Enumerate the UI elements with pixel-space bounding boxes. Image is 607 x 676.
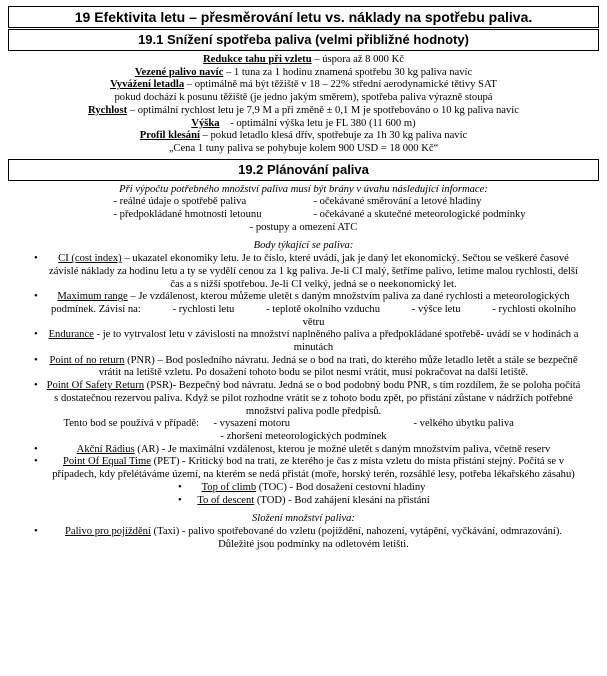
- item-term: Point Of Safety Return: [46, 380, 145, 392]
- item-text: (AR) - Je maximální vzdálenost, kterou je možné uletět s daným množstvím paliva, včetně reserv: [134, 443, 551, 455]
- item-text: (PSR)- Bezpečný bod návratu. Jedná se o bod podobný bodu PNR, s tím rozdílem, že se poloha počítá s dostatečnou rezervou paliva. Když se pilot rozhodne vrátit se z tohoto bodu zpět, po přistání zůstane v nádržích potřebné množství paliva podle předpisů.: [54, 380, 581, 417]
- item-term: Point of no return: [49, 354, 125, 366]
- psr-case: - velkého úbytku paliva: [413, 418, 514, 430]
- section-19-2-body: [8, 184, 599, 552]
- fuel-points-list: [8, 253, 599, 418]
- bullet-icon: •: [178, 481, 182, 493]
- item-term: Endurance: [48, 329, 94, 341]
- item-term: Maximum range: [57, 291, 128, 303]
- item-term: Akční Rádius: [76, 443, 135, 455]
- bullet-icon: •: [34, 354, 38, 366]
- fuel-saving-text: pokud dochází k posunu těžiště (je jedno jakým směrem), spotřeba paliva výrazně stoupá: [114, 92, 493, 104]
- fuel-saving-term: Redukce tahu při vzletu: [203, 54, 312, 65]
- fuel-price-note: „Cena 1 tuny paliva se pohybuje kolem 900 USD = 18 000 Kč“: [168, 142, 439, 154]
- fuel-composition-heading: Složení množství paliva:: [252, 513, 355, 525]
- section-19-1-body: [8, 54, 599, 156]
- item-text: (PET) - Kritický bod na trati, ze kterého je čas z místa vzletu do místa přistání stejný. Počítá se v případech, kdy přelétáváme území, na kterém se nedá přistát (moře, horský terén, rozsáhlé lesy, potřeba lékařského zásahu): [52, 456, 575, 481]
- item-term: Top of climb: [201, 481, 257, 493]
- planning-info-item: - předpokládané hmotnosti letounu: [113, 209, 262, 221]
- item-term: To of descent: [197, 494, 255, 506]
- list-item: [8, 355, 599, 380]
- list-item: [8, 495, 599, 508]
- fuel-saving-text: – optimální rychlost letu je 7,9 M a při změně ± 0,1 M je spotřebováno o 10 kg paliva navíc: [127, 104, 519, 116]
- pet-sub-list: [8, 482, 599, 507]
- bullet-icon: •: [178, 494, 182, 506]
- bullet-icon: •: [34, 253, 38, 265]
- section-19-2-heading: 19.2 Plánování paliva: [8, 159, 599, 181]
- fuel-points-list-2: [8, 444, 599, 482]
- planning-intro: Při výpočtu potřebného množství paliva musí být brány v úvahu následující informace:: [119, 183, 488, 195]
- planning-info-item: - reálné údaje o spotřebě paliva: [113, 196, 247, 208]
- psr-cases-lead: Tento bod se používá v případě:: [63, 418, 199, 430]
- item-text: (Taxi) - palivo spotřebované do vzletu (pojíždění, nahození, vytápění, vyčkávání, odmrazování). Důležité jsou podmínky na odletovém letišti.: [150, 525, 563, 550]
- item-text: – ukazatel ekonomiky letu. Je to číslo, které uvádí, jak je daný let ekonomický. Sečtou se veškeré časové závislé náklady za hodinu letu a ty se vydělí cenou za 1 kg paliva. Je-li CI malý, šetříme palivo, letíme malou rychlostí, delší čas a s nižší spotřebou. Je-li CI velký, jedná se o neekonomický let.: [49, 253, 578, 290]
- list-item: [8, 380, 599, 418]
- fuel-saving-text: - optimální výška letu je FL 380 (11 600 m): [219, 117, 416, 129]
- list-item: [8, 444, 599, 457]
- fuel-saving-text: – optimálně má být těžiště v 18 – 22% střední aerodynamické tětivy SAT: [184, 79, 497, 91]
- item-text: - je to vytrvalost letu v závislosti na množství naplněného paliva a předpokládané spotřebě- uvádí se v hodinách a minutách: [93, 329, 579, 354]
- psr-cases-row: [8, 418, 599, 431]
- chapter-title: 19 Efektivita letu – přesměrování letu vs. náklady na spotřebu paliva.: [8, 6, 599, 28]
- fuel-saving-text: – 1 tuna za 1 hodinu znamená spotřebu 30 kg paliva navíc: [223, 66, 473, 78]
- list-item: [8, 456, 599, 481]
- fuel-saving-term: Rychlost: [88, 104, 128, 116]
- list-item: [8, 253, 599, 291]
- psr-case: - zhoršení meteorologických podmínek: [220, 430, 387, 442]
- item-text: (PNR) – Bod posledního návratu. Jedná se o bod na trati, do kterého může letadlo letět a stále se bezpečně vrátit na letiště vzletu. Po dosažení tohoto bodu se pilot nesmí vrátit, musí pokračovat na další letiště.: [98, 354, 578, 379]
- planning-info-row: [8, 196, 599, 209]
- psr-case: - vysazení motoru: [213, 418, 290, 430]
- fuel-points-heading: Body týkající se paliva:: [253, 240, 354, 252]
- fuel-saving-term: Výška: [191, 117, 220, 129]
- bullet-icon: •: [34, 380, 38, 392]
- item-text: – Je vzdálenost, kterou můžeme uletět s daným množstvím paliva za dané rychlosti a meteorologických podmínek. Závisí na: - rychlosti letu - teplotě okolního vzduchu - výšce letu - rychlosti okolního větru: [51, 291, 579, 328]
- bullet-icon: •: [34, 329, 38, 341]
- bullet-icon: •: [34, 525, 38, 537]
- bullet-icon: •: [34, 456, 38, 468]
- planning-info-item: - postupy a omezení ATC: [249, 221, 358, 233]
- item-term: Point Of Equal Time: [62, 456, 151, 468]
- list-item: [8, 329, 599, 354]
- planning-info-item: - očekávané a skutečné meteorologické podmínky: [313, 209, 526, 221]
- item-term: Palivo pro pojíždění: [64, 525, 151, 537]
- list-item: [8, 291, 599, 329]
- fuel-saving-term: Vezené palivo navíc: [134, 66, 224, 78]
- section-19-1-heading: 19.1 Snížení spotřeba paliva (velmi přibližné hodnoty): [8, 29, 599, 51]
- planning-info-row: [8, 209, 599, 222]
- item-text: (TOC) - Bod dosažení cestovní hladiny: [256, 481, 426, 493]
- bullet-icon: •: [34, 291, 38, 303]
- list-item: [8, 482, 599, 495]
- fuel-saving-term: Profil klesání: [139, 130, 200, 142]
- fuel-saving-text: – pokud letadlo klesá dřív, spotřebuje za 1h 30 kg paliva navíc: [199, 130, 468, 142]
- fuel-composition-list: [8, 526, 599, 551]
- fuel-saving-term: Vyvážení letadla: [110, 79, 185, 91]
- bullet-icon: •: [34, 443, 38, 455]
- fuel-saving-text: – úspora až 8 000 Kč: [311, 54, 404, 65]
- item-term: CI (cost index): [58, 253, 122, 265]
- list-item: [8, 526, 599, 551]
- planning-info-item: - očekávané směrování a letové hladiny: [313, 196, 482, 208]
- item-text: (TOD) - Bod zahájení klesání na přistání: [254, 494, 430, 506]
